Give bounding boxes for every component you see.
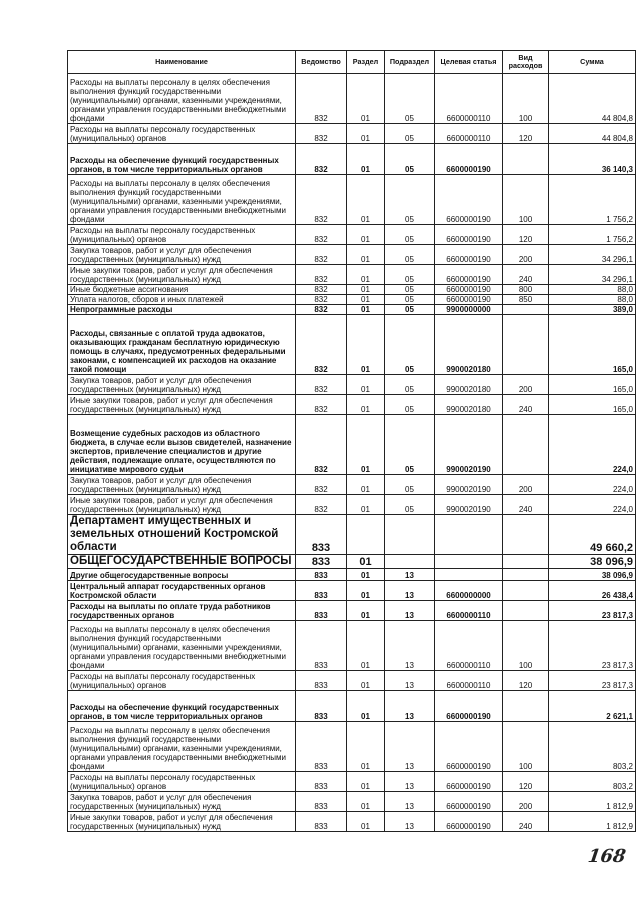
row-section: 01: [347, 295, 385, 305]
row-target-article: 9900020180: [435, 395, 503, 415]
row-section: 01: [347, 285, 385, 295]
row-department: 833: [296, 812, 347, 832]
row-target-article: 6600000190: [435, 691, 503, 722]
row-section: 01: [347, 315, 385, 375]
row-department: 832: [296, 415, 347, 475]
row-expense-type: [503, 581, 549, 601]
row-department: 832: [296, 144, 347, 175]
row-section: 01: [347, 495, 385, 515]
row-department: 833: [296, 792, 347, 812]
row-target-article: 6600000110: [435, 601, 503, 621]
row-amount: 2 621,1: [549, 691, 636, 722]
row-department: 832: [296, 225, 347, 245]
row-name: Непрограммные расходы: [68, 305, 296, 315]
row-section: 01: [347, 722, 385, 772]
header-target-article: Целевая статья: [435, 51, 503, 74]
row-section: 01: [347, 601, 385, 621]
row-name: Расходы на выплаты персоналу государственных (муниципальных) органов: [68, 772, 296, 792]
row-expense-type: 120: [503, 124, 549, 144]
row-department: 833: [296, 601, 347, 621]
row-section: 01: [347, 225, 385, 245]
row-section: 01: [347, 569, 385, 581]
row-name: Расходы на обеспечение функций государственных органов, в том числе территориальных органов: [68, 691, 296, 722]
row-name: Иные бюджетные ассигнования: [68, 285, 296, 295]
table-row: [68, 475, 636, 495]
row-amount: 23 817,3: [549, 671, 636, 691]
row-expense-type: [503, 601, 549, 621]
row-subsection: 05: [385, 295, 435, 305]
row-expense-type: 120: [503, 225, 549, 245]
row-amount: 224,0: [549, 495, 636, 515]
row-target-article: 6600000190: [435, 265, 503, 285]
row-section: 01: [347, 265, 385, 285]
row-amount: 1 812,9: [549, 812, 636, 832]
header-subsection: Подраздел: [385, 51, 435, 74]
table-row: [68, 601, 636, 621]
row-subsection: 05: [385, 315, 435, 375]
row-target-article: 6600000110: [435, 671, 503, 691]
row-name: Иные закупки товаров, работ и услуг для обеспечения государственных (муниципальных) нужд: [68, 495, 296, 515]
table-row: [68, 671, 636, 691]
row-target-article: 6600000110: [435, 74, 503, 124]
row-target-article: 6600000110: [435, 621, 503, 671]
row-department: 832: [296, 305, 347, 315]
row-subsection: 05: [385, 495, 435, 515]
row-subsection: 05: [385, 144, 435, 175]
row-name: Закупка товаров, работ и услуг для обеспечения государственных (муниципальных) нужд: [68, 792, 296, 812]
row-target-article: [435, 555, 503, 569]
table-body: [68, 74, 636, 832]
table-row: [68, 124, 636, 144]
row-amount: 23 817,3: [549, 601, 636, 621]
row-expense-type: [503, 415, 549, 475]
row-target-article: 6600000190: [435, 792, 503, 812]
row-expense-type: [503, 305, 549, 315]
row-department: 833: [296, 691, 347, 722]
row-expense-type: 240: [503, 812, 549, 832]
row-department: 833: [296, 671, 347, 691]
row-target-article: 6600000190: [435, 812, 503, 832]
row-target-article: 6600000190: [435, 772, 503, 792]
row-amount: 1 756,2: [549, 225, 636, 245]
row-subsection: 13: [385, 691, 435, 722]
row-section: 01: [347, 124, 385, 144]
table-row: [68, 285, 636, 295]
row-amount: 224,0: [549, 475, 636, 495]
table-row: [68, 772, 636, 792]
row-department: 832: [296, 74, 347, 124]
row-section: 01: [347, 375, 385, 395]
row-name: Другие общегосударственные вопросы: [68, 569, 296, 581]
table-row: [68, 175, 636, 225]
row-subsection: 13: [385, 581, 435, 601]
row-amount: 44 804,8: [549, 74, 636, 124]
row-name: Центральный аппарат государственных органов Костромской области: [68, 581, 296, 601]
row-department: 833: [296, 621, 347, 671]
row-expense-type: [503, 555, 549, 569]
row-target-article: 6600000110: [435, 124, 503, 144]
row-subsection: [385, 555, 435, 569]
table-row: [68, 144, 636, 175]
row-subsection: 05: [385, 285, 435, 295]
row-subsection: 05: [385, 375, 435, 395]
row-target-article: 6600000190: [435, 144, 503, 175]
row-subsection: 13: [385, 812, 435, 832]
row-department: 833: [296, 722, 347, 772]
table-row: [68, 265, 636, 285]
row-name: Закупка товаров, работ и услуг для обеспечения государственных (муниципальных) нужд: [68, 375, 296, 395]
row-subsection: 05: [385, 245, 435, 265]
page-number: 168: [586, 846, 628, 867]
row-section: 01: [347, 144, 385, 175]
row-section: 01: [347, 581, 385, 601]
table-row: [68, 722, 636, 772]
row-subsection: 13: [385, 569, 435, 581]
row-section: 01: [347, 74, 385, 124]
row-subsection: 05: [385, 175, 435, 225]
row-section: 01: [347, 621, 385, 671]
row-name: Расходы на выплаты персоналу в целях обеспечения выполнения функций государственными (муниципальными) органами, казенными учреждениями, органами управления государственными внебюджетными фондами: [68, 175, 296, 225]
row-department: 832: [296, 315, 347, 375]
row-section: 01: [347, 555, 385, 569]
row-section: 01: [347, 305, 385, 315]
row-amount: 165,0: [549, 375, 636, 395]
row-subsection: 13: [385, 792, 435, 812]
row-department: 832: [296, 295, 347, 305]
table-row: [68, 621, 636, 671]
row-section: 01: [347, 415, 385, 475]
table-row: [68, 581, 636, 601]
row-department: 832: [296, 475, 347, 495]
row-department: 833: [296, 555, 347, 569]
row-department: 832: [296, 265, 347, 285]
row-amount: 803,2: [549, 722, 636, 772]
row-amount: 38 096,9: [549, 555, 636, 569]
table-row: [68, 691, 636, 722]
row-name: Расходы на выплаты персоналу в целях обеспечения выполнения функций государственными (муниципальными) органами, казенными учреждениями, органами управления государственными внебюджетными фондами: [68, 722, 296, 772]
row-name: Расходы на выплаты персоналу в целях обеспечения выполнения функций государственными (муниципальными) органами, казенными учреждениями, органами управления государственными внебюджетными фондами: [68, 74, 296, 124]
row-expense-type: 100: [503, 175, 549, 225]
row-name: Расходы на выплаты по оплате труда работников государственных органов: [68, 601, 296, 621]
row-expense-type: 120: [503, 772, 549, 792]
row-expense-type: 100: [503, 621, 549, 671]
row-expense-type: 200: [503, 375, 549, 395]
row-name: Закупка товаров, работ и услуг для обеспечения государственных (муниципальных) нужд: [68, 245, 296, 265]
header-amount: Сумма: [549, 51, 636, 74]
row-target-article: [435, 515, 503, 555]
header-section: Раздел: [347, 51, 385, 74]
table-row: [68, 305, 636, 315]
table-header-row: [68, 51, 636, 74]
row-target-article: 9900020190: [435, 475, 503, 495]
row-target-article: 6600000190: [435, 722, 503, 772]
row-amount: 389,0: [549, 305, 636, 315]
row-subsection: 13: [385, 772, 435, 792]
row-department: 832: [296, 395, 347, 415]
row-expense-type: 240: [503, 395, 549, 415]
row-department: 833: [296, 581, 347, 601]
row-department: 832: [296, 124, 347, 144]
row-subsection: 05: [385, 225, 435, 245]
table-row: [68, 295, 636, 305]
row-section: 01: [347, 671, 385, 691]
row-expense-type: 100: [503, 722, 549, 772]
row-amount: 23 817,3: [549, 621, 636, 671]
row-amount: 36 140,3: [549, 144, 636, 175]
row-target-article: 6600000190: [435, 245, 503, 265]
row-expense-type: 800: [503, 285, 549, 295]
row-section: 01: [347, 792, 385, 812]
row-amount: 34 296,1: [549, 265, 636, 285]
row-name: Иные закупки товаров, работ и услуг для обеспечения государственных (муниципальных) нужд: [68, 812, 296, 832]
row-name: Иные закупки товаров, работ и услуг для обеспечения государственных (муниципальных) нужд: [68, 265, 296, 285]
row-expense-type: [503, 315, 549, 375]
row-target-article: [435, 569, 503, 581]
header-expense-type: Вид расходов: [503, 51, 549, 74]
row-subsection: 05: [385, 124, 435, 144]
row-name: Расходы на обеспечение функций государственных органов, в том числе территориальных органов: [68, 144, 296, 175]
row-target-article: 9900020190: [435, 415, 503, 475]
row-department: 833: [296, 515, 347, 555]
budget-page: [67, 50, 635, 832]
row-department: 833: [296, 772, 347, 792]
row-subsection: 05: [385, 305, 435, 315]
row-expense-type: 240: [503, 265, 549, 285]
table-row: [68, 555, 636, 569]
row-name: Департамент имущественных и земельных отношений Костромской области: [68, 515, 296, 555]
row-target-article: 9900000000: [435, 305, 503, 315]
row-target-article: 6600000000: [435, 581, 503, 601]
row-amount: 224,0: [549, 415, 636, 475]
table-row: [68, 74, 636, 124]
row-section: 01: [347, 691, 385, 722]
row-subsection: 13: [385, 601, 435, 621]
row-department: 832: [296, 245, 347, 265]
table-row: [68, 569, 636, 581]
row-section: 01: [347, 772, 385, 792]
row-department: 832: [296, 375, 347, 395]
row-expense-type: [503, 144, 549, 175]
row-target-article: 9900020180: [435, 375, 503, 395]
row-department: 833: [296, 569, 347, 581]
row-subsection: 13: [385, 722, 435, 772]
row-subsection: [385, 515, 435, 555]
row-target-article: 6600000190: [435, 295, 503, 305]
row-name: Возмещение судебных расходов из областного бюджета, в случае если вызов свидетелей, назначение экспертов, привлечение специалистов и другие действия, подлежащие оплате, осуществляются по инициативе мирового судьи: [68, 415, 296, 475]
row-expense-type: 120: [503, 671, 549, 691]
row-amount: 165,0: [549, 395, 636, 415]
row-expense-type: 200: [503, 245, 549, 265]
row-target-article: 9900020190: [435, 495, 503, 515]
row-section: [347, 515, 385, 555]
table-row: [68, 315, 636, 375]
row-target-article: 9900020180: [435, 315, 503, 375]
row-department: 832: [296, 175, 347, 225]
row-name: Закупка товаров, работ и услуг для обеспечения государственных (муниципальных) нужд: [68, 475, 296, 495]
row-name: Расходы на выплаты персоналу государственных (муниципальных) органов: [68, 671, 296, 691]
row-subsection: 05: [385, 475, 435, 495]
row-subsection: 05: [385, 265, 435, 285]
row-section: 01: [347, 395, 385, 415]
row-name: Иные закупки товаров, работ и услуг для обеспечения государственных (муниципальных) нужд: [68, 395, 296, 415]
row-amount: 88,0: [549, 295, 636, 305]
row-name: Расходы на выплаты персоналу в целях обеспечения выполнения функций государственными (муниципальными) органами, казенными учреждениями, органами управления государственными внебюджетными фондами: [68, 621, 296, 671]
row-expense-type: 850: [503, 295, 549, 305]
row-department: 832: [296, 285, 347, 295]
row-expense-type: 100: [503, 74, 549, 124]
table-row: [68, 415, 636, 475]
row-amount: 34 296,1: [549, 245, 636, 265]
row-target-article: 6600000190: [435, 285, 503, 295]
table-row: [68, 812, 636, 832]
row-amount: 26 438,4: [549, 581, 636, 601]
row-section: 01: [347, 175, 385, 225]
row-target-article: 6600000190: [435, 225, 503, 245]
row-amount: 165,0: [549, 315, 636, 375]
table-row: [68, 245, 636, 265]
row-subsection: 05: [385, 74, 435, 124]
row-department: 832: [296, 495, 347, 515]
row-amount: 88,0: [549, 285, 636, 295]
row-subsection: 05: [385, 395, 435, 415]
row-expense-type: [503, 569, 549, 581]
row-name: Расходы на выплаты персоналу государственных (муниципальных) органов: [68, 225, 296, 245]
table-row: [68, 792, 636, 812]
table-row: [68, 395, 636, 415]
row-expense-type: [503, 691, 549, 722]
row-expense-type: [503, 515, 549, 555]
row-section: 01: [347, 812, 385, 832]
table-row: [68, 495, 636, 515]
row-section: 01: [347, 245, 385, 265]
row-subsection: 05: [385, 415, 435, 475]
row-section: 01: [347, 475, 385, 495]
row-target-article: 6600000190: [435, 175, 503, 225]
row-subsection: 13: [385, 621, 435, 671]
row-amount: 1 756,2: [549, 175, 636, 225]
budget-table: [67, 50, 636, 832]
row-amount: 44 804,8: [549, 124, 636, 144]
row-amount: 803,2: [549, 772, 636, 792]
row-amount: 49 660,2: [549, 515, 636, 555]
row-subsection: 13: [385, 671, 435, 691]
table-row: [68, 515, 636, 555]
row-expense-type: 200: [503, 475, 549, 495]
row-name: Расходы на выплаты персоналу государственных (муниципальных) органов: [68, 124, 296, 144]
row-amount: 1 812,9: [549, 792, 636, 812]
row-expense-type: 240: [503, 495, 549, 515]
header-name: Наименование: [68, 51, 296, 74]
row-name: ОБЩЕГОСУДАРСТВЕННЫЕ ВОПРОСЫ: [68, 555, 296, 569]
row-expense-type: 200: [503, 792, 549, 812]
header-department: Ведомство: [296, 51, 347, 74]
table-row: [68, 225, 636, 245]
row-amount: 38 096,9: [549, 569, 636, 581]
row-name: Уплата налогов, сборов и иных платежей: [68, 295, 296, 305]
table-row: [68, 375, 636, 395]
row-name: Расходы, связанные с оплатой труда адвокатов, оказывающих гражданам бесплатную юридическую помощь в случаях, предусмотренных федеральными законами, с компенсацией их расходов на оказание такой помощи: [68, 315, 296, 375]
